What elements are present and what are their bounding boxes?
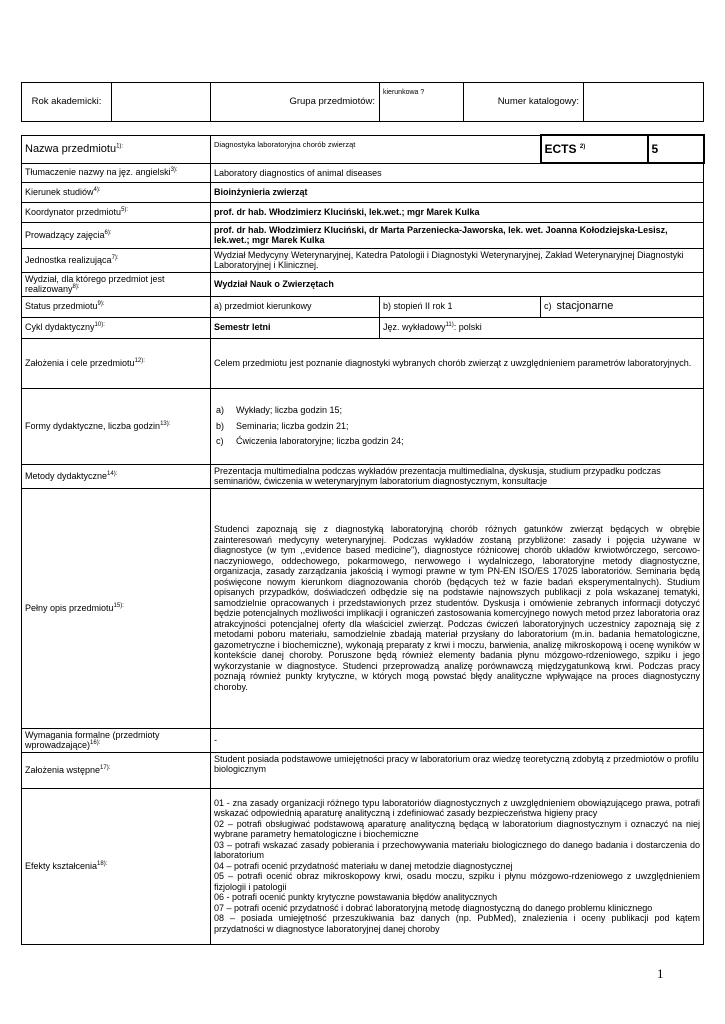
formy-list (214, 405, 700, 447)
rok-label: Rok akademicki: (22, 83, 112, 122)
nazwa-label: Nazwa przedmiotu$^{1):}$ (22, 135, 211, 163)
efekt-item: 08 – posiada umiejętność przeszukiwania baz danych (np. PubMed), znalezienia i oceny publikacji pod kątem przydatności w diagnostyce laboratoryjnej danej choroby (214, 913, 701, 934)
efekt-item: 03 – potrafi wskazać zasady pobierania i przechowywania materiału biologicznego do danego badania i dostarczenia do laboratorium (214, 839, 701, 861)
formy-item: a) Wykłady; liczba godzin 15; (216, 405, 342, 416)
zalw-value: Student posiada podstawowe umiejętności pracy w laboratorium oraz wiedzę teoretyczną zdobytą z przedmiotów o profilu biologicznym (211, 752, 704, 788)
tlum-value: Laboratory diagnostics of animal diseases (211, 163, 704, 182)
formy-item: c) Ćwiczenia laboratoryjne; liczba godzin 24; (216, 436, 404, 447)
numer-label: Numer katalogowy: (464, 83, 584, 122)
grupa-value[interactable]: kierunkowa ? (380, 83, 464, 122)
efekt-item: 04 – potrafi ocenić przydatność materiału w danej metodzie diagnostycznej (214, 860, 513, 871)
cykl-label: Cykl dydaktyczny$^{10):}$ (22, 317, 211, 338)
kierunek-value: Bioinżynieria zwierząt (211, 182, 704, 202)
zalw-label: Założenia wstępne$^{17):}$ (22, 752, 211, 788)
status-label: Status przedmiotu$^{9):}$ (22, 296, 211, 317)
efekty-value (211, 788, 704, 944)
efekt-item: 07 – potrafi ocenić przydatność i dobrać laboratoryjną metodę diagnostyczną do danego problemu klinicznego (214, 902, 653, 913)
header-table (21, 82, 704, 122)
status-c: c) stacjonarne (541, 296, 704, 317)
wym-label: Wymagania formalne (przedmioty wprowadzające)$^{16):}$ (22, 728, 211, 752)
efekt-item: 02 – potrafi obsługiwać podstawową aparaturę analityczną będącą w laboratorium diagnostycznym i oznaczyć na niej wybrane parametry hematologiczne i biochemiczne (214, 818, 701, 840)
efekt-item: 01 - zna zasady organizacji różnego typu laboratoriów diagnostycznych z uwzględnieniem obowiązującego prawa, potrafi wskazać odpowiednią aparaturę analityczną i zdefiniować zasady bezpieczeństwa higieny pracy (214, 797, 701, 819)
rok-value[interactable] (112, 83, 211, 122)
jedn-label: Jednostka realizująca$^{7):}$ (22, 248, 211, 272)
wydz-value: Wydział Nauk o Zwierzętach (211, 272, 704, 296)
opis-label: Pełny opis przedmiotu$^{15):}$ (22, 488, 211, 728)
grupa-label: Grupa przedmiotów: (211, 83, 380, 122)
formy-label: Formy dydaktyczne, liczba godzin$^{13):}$ (22, 388, 211, 464)
jedn-value: Wydział Medycyny Weterynaryjnej, Katedra Patologii i Diagnostyki Weterynaryjnej, Zakład Weterynaryjnej Diagnostyki Laboratoryjnej i Klinicznej. (211, 248, 704, 272)
ects-label: ECTS $^{2)}$ (541, 135, 648, 163)
status-a: a) przedmiot kierunkowy (211, 296, 380, 317)
prow-value: prof. dr hab. Włodzimierz Kluciński, dr Marta Parzeniecka-Jaworska, lek. wet. Joanna Kołodziejska-Lesisz, lek.wet.; mgr Marek Kulka (211, 222, 704, 248)
formy-value (211, 388, 704, 464)
prow-label: Prowadzący zajęcia$^{6):}$ (22, 222, 211, 248)
numer-value[interactable] (584, 83, 704, 122)
status-b: b) stopień II rok 1 (380, 296, 541, 317)
formy-item: b) Seminaria; liczba godzin 21; (216, 420, 349, 431)
cykl-value: Semestr letni (211, 317, 380, 338)
page-number: 1 (657, 966, 664, 981)
kierunek-label: Kierunek studiów$^{4):}$ (22, 182, 211, 202)
efekt-item: 05 – potrafi ocenić obraz mikroskopowy krwi, osadu moczu, szpiku i płynu mózgowo-rdzeniowego z uwzględnieniem fizjologii i patologii (214, 871, 701, 892)
zal-label: Założenia i cele przedmiotu$^{12):}$ (22, 338, 211, 388)
efekty-label: Efekty kształcenia$^{18):}$ (22, 788, 211, 944)
nazwa-value: Diagnostyka laboratoryjna chorób zwierząt (211, 135, 541, 163)
koord-value: prof. dr hab. Włodzimierz Kluciński, lek.wet.; mgr Marek Kulka (211, 202, 704, 222)
opis-value: Studenci zapoznają się z diagnostyką laboratoryjną chorób różnych gatunków zwierząt będących w obrębie zainteresowań medycyny weterynaryjnej. Podczas wykładów zostaną przybliżone: zasady i pojęcia używane w diagnostyce (w tym ,,evidence based medicine"), diagnostyce różnicowej chorób układów krwiotwórczego, sercowo-naczyniowego, oddechowego, pokarmowego, nerwowego i wydalniczego, laboratoryjne metody diagnostyczne, organizacja, zasady zarządzania jakością i wymogi prawne w tym PN-EN ISO/ES 17025 laboratoriów. Seminaria będą poświęcone nowym kierunkom diagnozowania chorób (będących też w fazie badań eksperymentalnych). Studium opisanych przypadków, doświadczeń odbędzie się na podstawie najnowszych publikacji z pola wskazanej tematyki, samodzielnie opracowanych i przedstawionych przez studentów. Dyskusja i omówienie zebranych informacji dotyczyć będzie potencjalnych możliwości implikacji i ograniczeń zastosowania komercyjnego nowych metod przez laboratoria oraz atrakcyjności potencjalnej oferty dla właściciel zwierząt. Podczas ćwiczeń laboratoryjnych uczestnicy zapoznają się z metodami poboru materiału, samodzielnie zbadają materiał przysłany do laboratorium (m.in. badania hematologiczne, gazometryczne i biochemiczne), wykonają preparaty z krwi i moczu, barwienia, analizę mikroskopową i ocenę wyników w kontekście danej choroby. Poruszone będą również elementy badania płynu mózgowo-rdzeniowego, szpiku i jego wykorzystanie w diagnostyce. Studenci przeprowadzą analizę porównawczą międzygatunkową krwi. Podczas pracy poznają również punkty krytyczne, w których mogą powstać błędy analityczne wpływające na proces diagnostyczny choroby. (211, 488, 704, 728)
course-table (21, 134, 705, 945)
jez-cell: Jęz. wykładowy$^{11)}$: polski (380, 317, 704, 338)
zal-value: Celem przedmiotu jest poznanie diagnostyki wybranych chorób zwierząt z uwzględnieniem parametrów laboratoryjnych. (211, 338, 704, 388)
koord-label: Koordynator przedmiotu$^{5):}$ (22, 202, 211, 222)
wydz-label: Wydział, dla którego przedmiot jest realizowany$^{8):}$ (22, 272, 211, 296)
metody-label: Metody dydaktyczne$^{14):}$ (22, 464, 211, 488)
wym-value: - (211, 728, 704, 752)
metody-value: Prezentacja multimedialna podczas wykładów prezentacja multimedialna, dyskusja, studium przypadku podczas seminariów, ćwiczenia w weterynaryjnym laboratorium diagnostycznym, konsultacje (211, 464, 704, 488)
ects-value: 5 (648, 135, 704, 163)
tlum-label: Tłumaczenie nazwy na jęz. angielski$^{3):}$ (22, 163, 211, 182)
efekt-item: 06 - potrafi ocenić punkty krytyczne powstawania błędów analitycznych (214, 892, 498, 903)
